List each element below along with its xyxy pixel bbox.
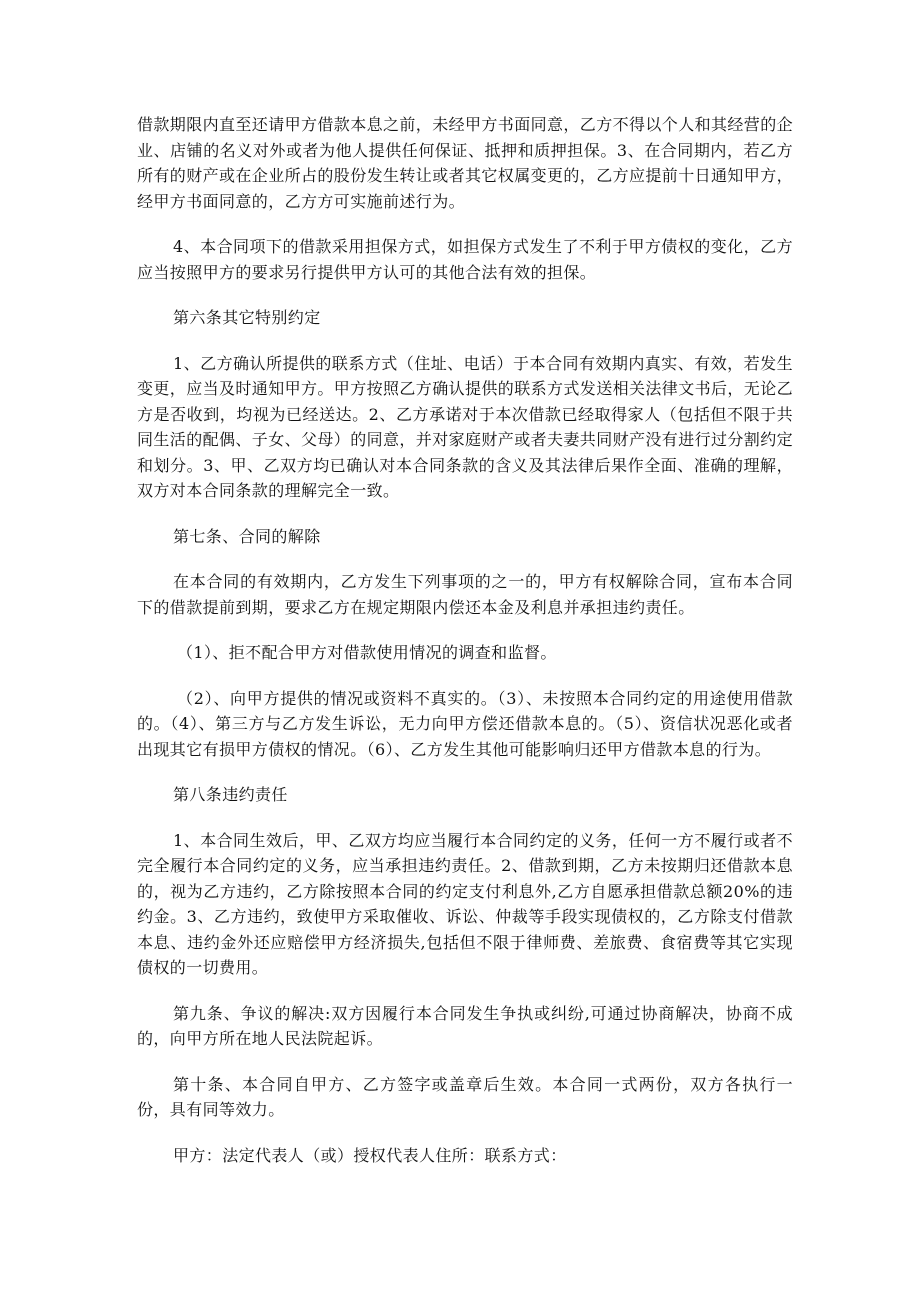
paragraph-article-9: 第九条、争议的解决:双方因履行本合同发生争执或纠纷,可通过协商解决，协商不成的，向甲方所在地人民法院起诉。 — [137, 1003, 793, 1048]
paragraph-article-7-intro: 在本合同的有效期内，乙方发生下列事项的之一的，甲方有权解除合同，宣布本合同下的借款提前到期，要求乙方在规定期限内偿还本金及利息并承担违约责任。 — [137, 572, 793, 617]
heading-article-7: 第七条、合同的解除 — [173, 526, 321, 546]
heading-article-6: 第六条其它特别约定 — [173, 308, 321, 327]
document-body — [137, 112, 793, 1188]
paragraph-article-10: 第十条、本合同自甲方、乙方签字或盖章后生效。本合同一式两份，双方各执行一份，具有同等效力。 — [137, 1074, 793, 1119]
paragraph-guarantee-restriction: 借款期限内直至还请甲方借款本息之前，未经甲方书面同意，乙方不得以个人和其经营的企业、店铺的名义对外或者为他人提供任何保证、抵押和质押担保。3、在合同期内，若乙方所有的财产或在企业所占的股份发生转让或者其它权属变更的，乙方应提前十日通知甲方，经甲方书面同意的，乙方方可实施前述行为。 — [137, 115, 794, 211]
paragraph-article-7-item-1: （1）、拒不配合甲方对借款使用情况的调查和监督。 — [177, 643, 557, 662]
paragraph-article-7-items-2-6: （2）、向甲方提供的情况或资料不真实的。（3）、未按照本合同约定的用途使用借款的。（4）、第三方与乙方发生诉讼，无力向甲方偿还借款本息的。（5）、资信状况恶化或者出现其它有损甲方债权的情况。（6）、乙方发生其他可能影响归还甲方借款本息的行为。 — [137, 688, 793, 759]
paragraph-party-a-signature-line: 甲方：法定代表人（或）授权代表人住所：联系方式： — [173, 1145, 567, 1165]
heading-article-8: 第八条违约责任 — [173, 785, 288, 804]
paragraph-article-6-terms: 1、乙方确认所提供的联系方式（住址、电话）于本合同有效期内真实、有效，若发生变更，应当及时通知甲方。甲方按照乙方确认提供的联系方式发送相关法律文书后，无论乙方是否收到，均视为已经送达。2、乙方承诺对于本次借款已经取得家人（包括但不限于共同生活的配偶、子女、父母）的同意，并对家庭财产或者夫妻共同财产没有进行过分割约定和划分。3、甲、乙双方均已确认对本合同条款的含义及其法律后果作全面、准确的理解，双方对本合同条款的理解完全一致。 — [137, 353, 794, 500]
paragraph-article-8-terms: 1、本合同生效后，甲、乙双方均应当履行本合同约定的义务，任何一方不履行或者不完全履行本合同约定的义务，应当承担违约责任。2、借款到期，乙方未按期归还借款本息的，视为乙方违约，乙方除按照本合同的约定支付利息外,乙方自愿承担借款总额20%的违约金。3、乙方违约，致使甲方采取催收、诉讼、仲裁等手段实现债权的，乙方除支付借款本息、违约金外还应赔偿甲方经济损失,包括但不限于律师费、差旅费、食宿费等其它实现债权的一切费用。 — [137, 830, 793, 977]
paragraph-guarantee-method: 4、本合同项下的借款采用担保方式，如担保方式发生了不利于甲方债权的变化，乙方应当按照甲方的要求另行提供甲方认可的其他合法有效的担保。 — [137, 237, 793, 282]
